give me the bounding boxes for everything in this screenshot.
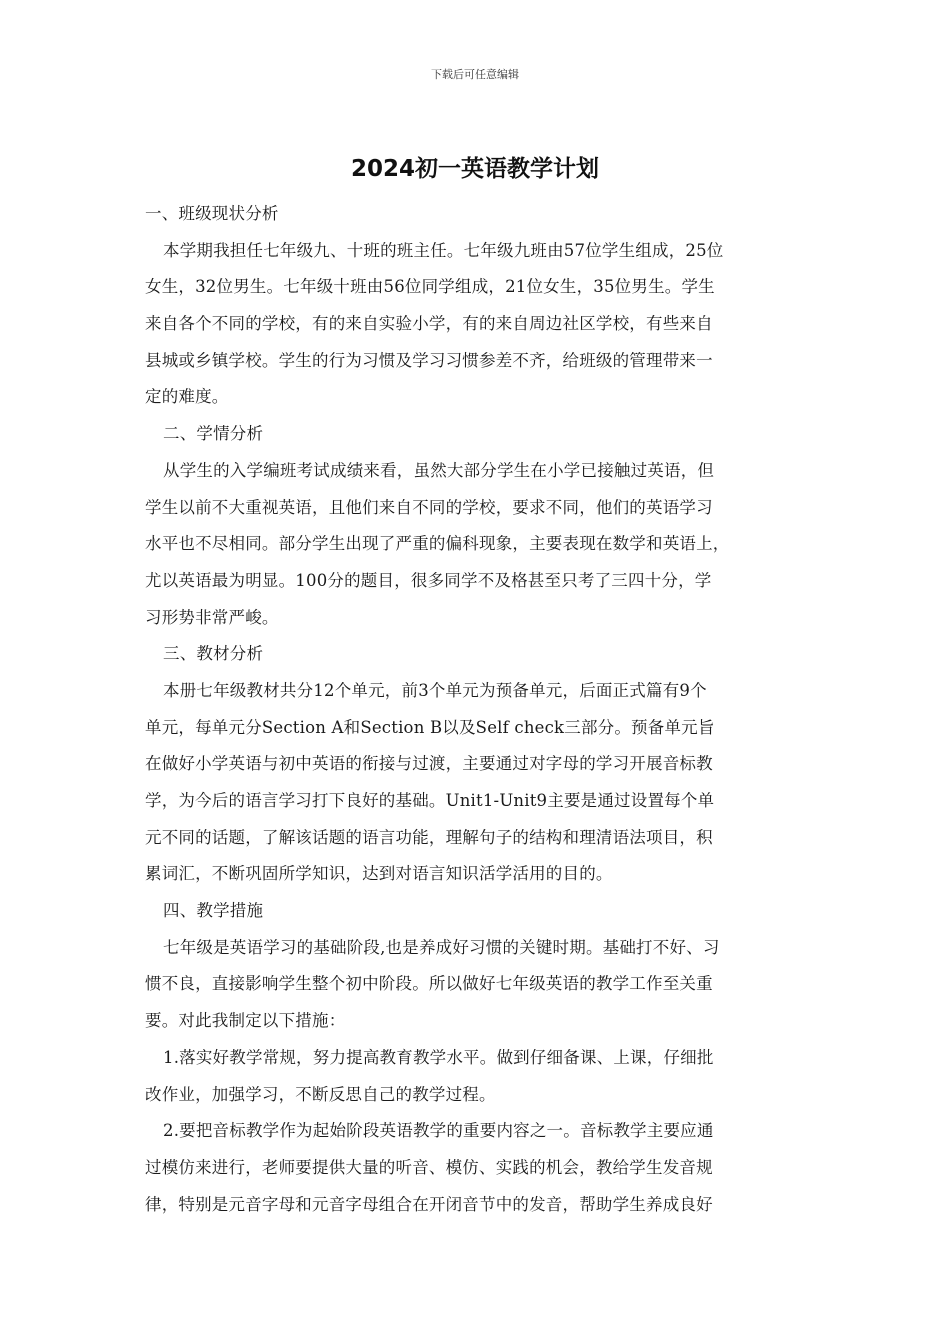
body-line: 本册七年级教材共分12个单元，前3个单元为预备单元，后面正式篇有9个 (163, 680, 707, 700)
body-line: 七年级是英语学习的基础阶段,也是养成好习惯的关键时期。基础打不好、习 (163, 937, 720, 957)
body-line: 要。对此我制定以下措施： (145, 1011, 346, 1031)
body-line: 三、教材分析 (163, 644, 264, 664)
header-note: 下载后可任意编辑 (431, 68, 519, 81)
body-line: 县城或乡镇学校。学生的行为习惯及学习习惯参差不齐，给班级的管理带来一 (145, 350, 713, 370)
body-line: 改作业，加强学习，不断反思自己的教学过程。 (145, 1084, 496, 1104)
body-line: 在做好小学英语与初中英语的衔接与过渡，主要通过对字母的学习开展音标教 (145, 754, 713, 774)
body-line: 水平也不尽相同。部分学生出现了严重的偏科现象，主要表现在数学和英语上， (145, 534, 730, 554)
body-line: 尤以英语最为明显。100分的题目，很多同学不及格甚至只考了三四十分，学 (145, 570, 712, 590)
body-line: 从学生的入学编班考试成绩来看，虽然大部分学生在小学已接触过英语，但 (163, 460, 715, 480)
body-line: 学生以前不大重视英语，且他们来自不同的学校，要求不同，他们的英语学习 (145, 497, 713, 517)
body-line: 四、教学措施 (163, 901, 264, 921)
body-line: 律，特别是元音字母和元音字母组合在开闭音节中的发音，帮助学生养成良好 (145, 1194, 713, 1214)
body-line: 本学期我担任七年级九、十班的班主任。七年级九班由57位学生组成，25位 (163, 240, 724, 260)
body-line: 一、班级现状分析 (145, 204, 279, 223)
body-line: 来自各个不同的学校，有的来自实验小学，有的来自周边社区学校，有些来自 (145, 314, 713, 334)
body-line: 女生，32位男生。七年级十班由56位同学组成，21位女生，35位男生。学生 (145, 277, 715, 297)
body-line: 学，为今后的语言学习打下良好的基础。Unit1-Unit9主要是通过设置每个单 (145, 791, 715, 810)
body-line: 习形势非常严峻。 (145, 607, 279, 627)
body-line: 单元，每单元分Section A和Section B以及Self check三部分。预备单元旨 (145, 717, 715, 737)
body-line: 元不同的话题，了解该话题的语言功能，理解句子的结构和理清语法项目，积 (145, 827, 713, 847)
body-line: 累词汇，不断巩固所学知识，达到对语言知识活学活用的目的。 (145, 864, 613, 884)
body-line: 过模仿来进行，老师要提供大量的听音、模仿、实践的机会，教给学生发音规 (145, 1157, 713, 1177)
document-title: 2024初一英语教学计划 (350, 156, 599, 182)
body-line: 定的难度。 (145, 387, 229, 407)
body-line: 2.要把音标教学作为起始阶段英语教学的重要内容之一。音标教学主要应通 (163, 1121, 714, 1141)
body-line: 惯不良，直接影响学生整个初中阶段。所以做好七年级英语的教学工作至关重 (145, 974, 713, 994)
document-body (145, 196, 813, 1223)
body-line: 二、学情分析 (163, 424, 264, 444)
body-line: 1.落实好教学常规，努力提高教育教学水平。做到仔细备课、上课，仔细批 (163, 1047, 714, 1067)
